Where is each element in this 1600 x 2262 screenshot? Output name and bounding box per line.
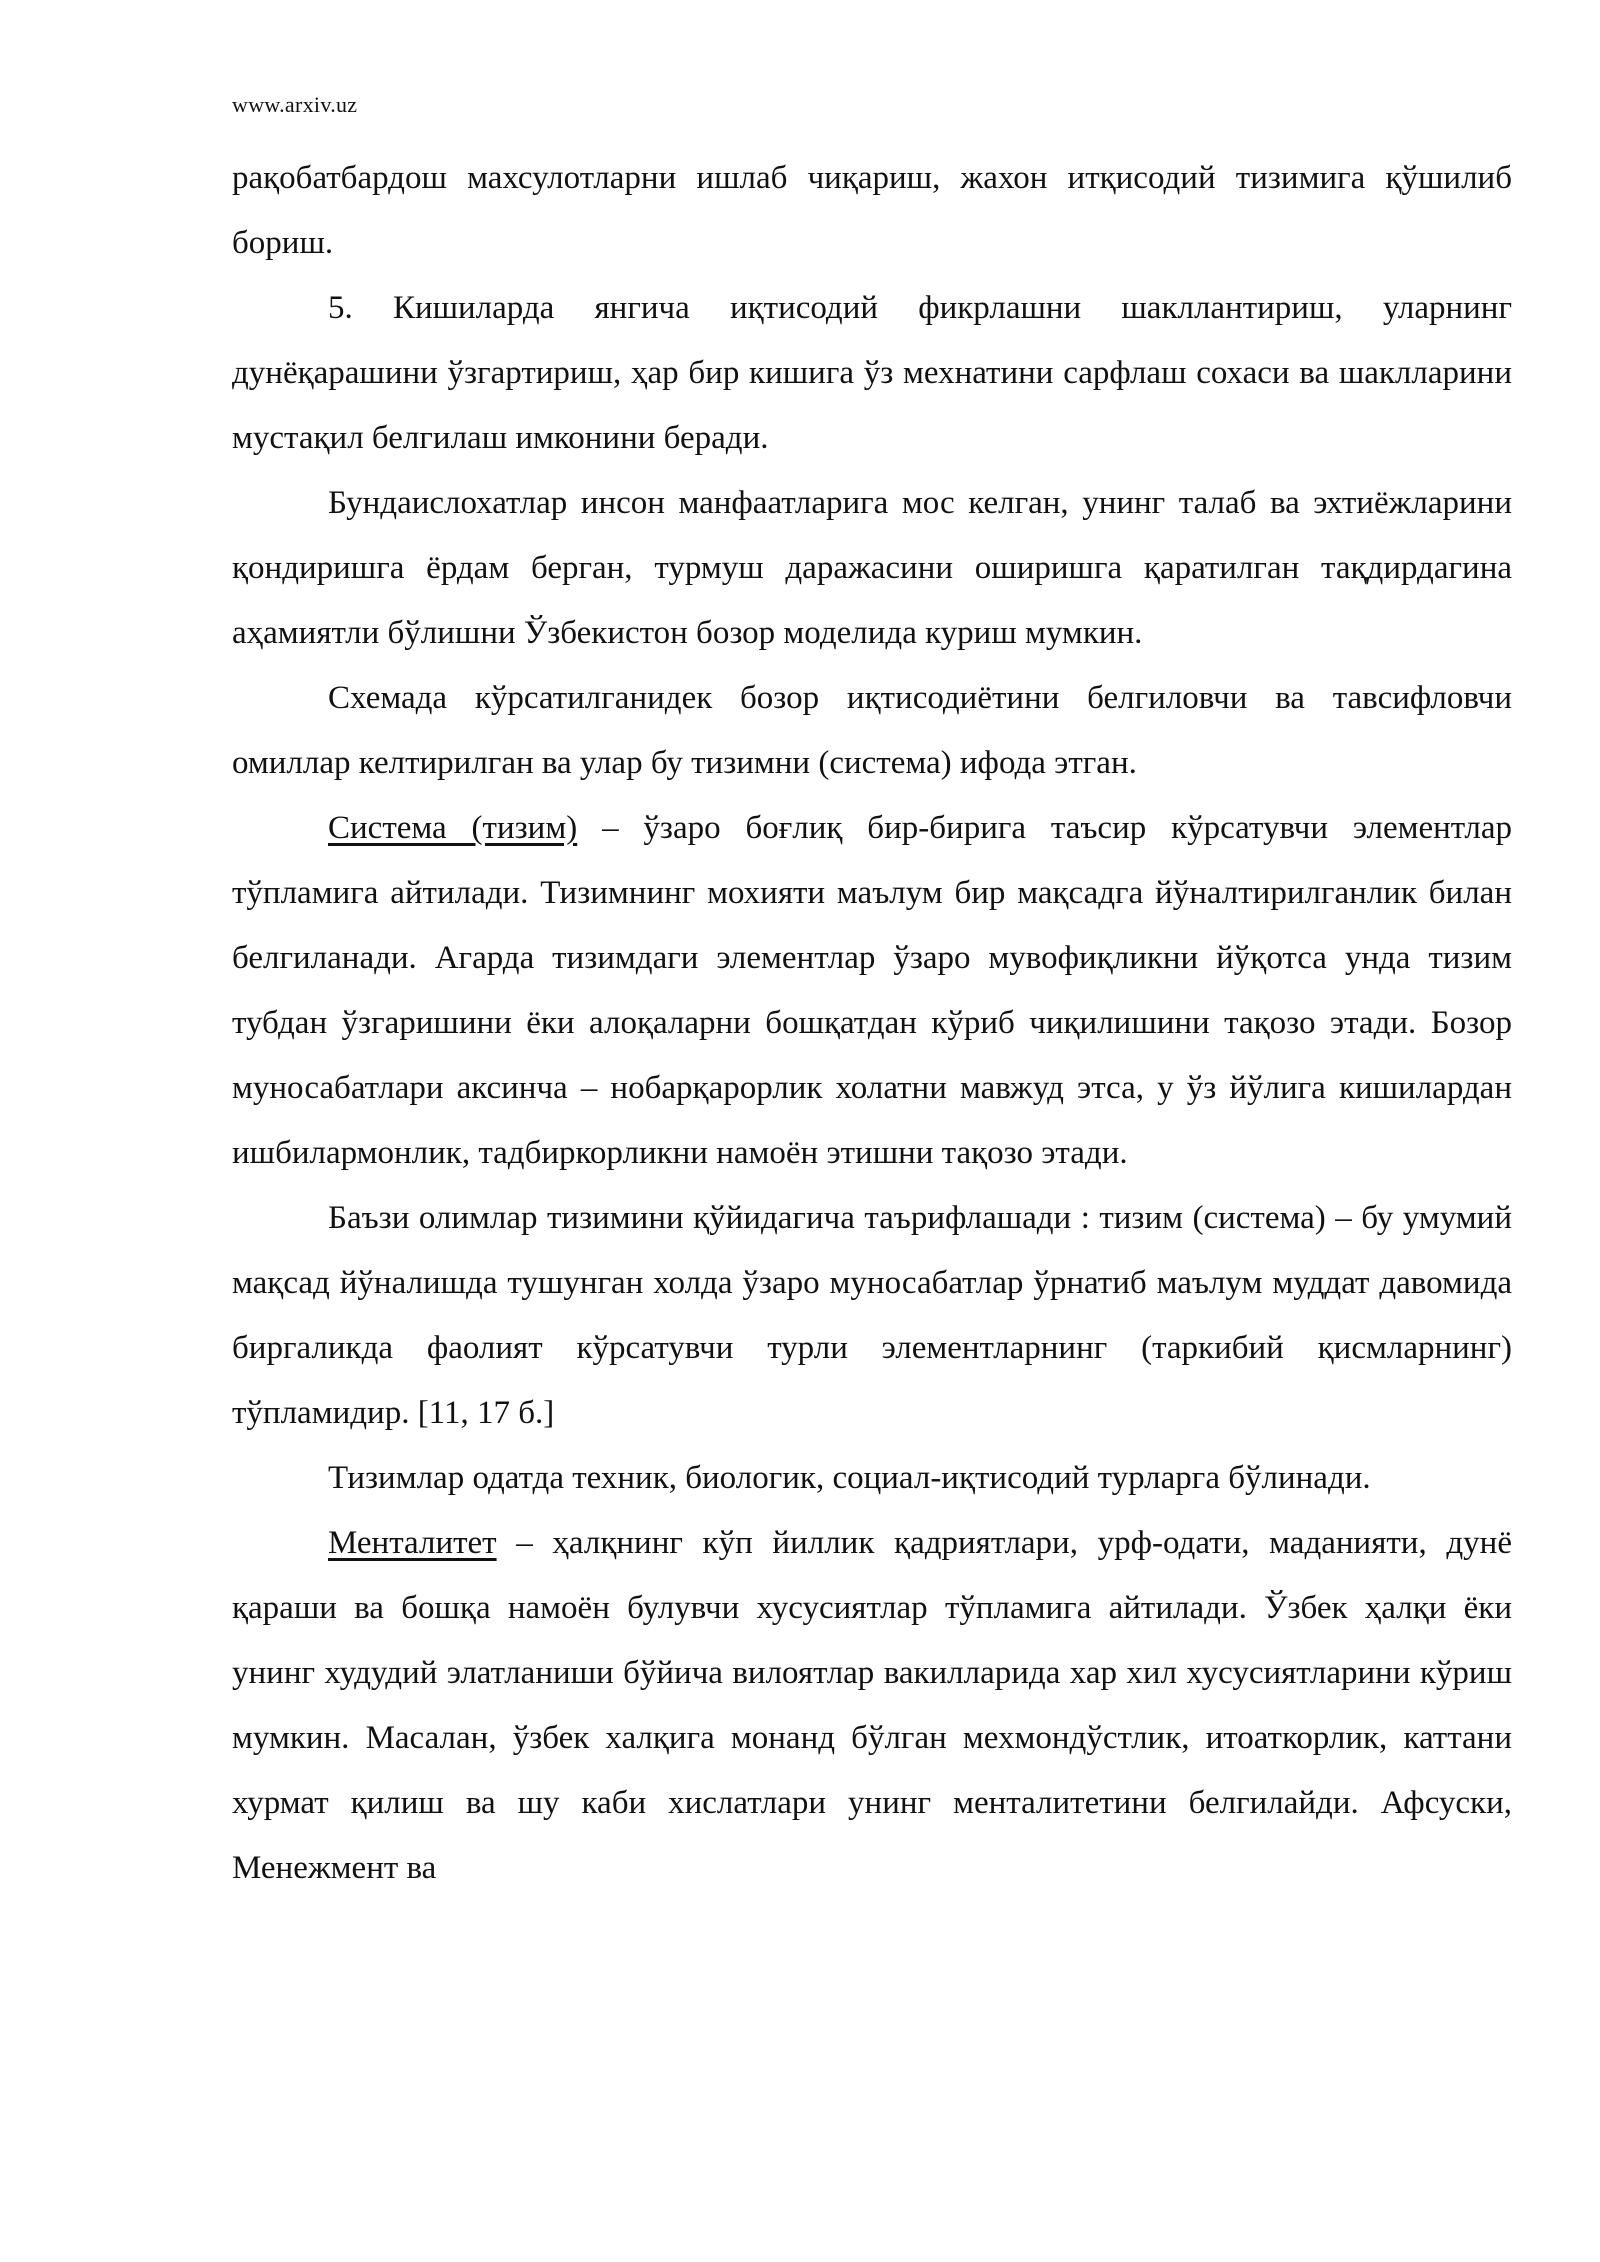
system-definition-text: – ўзаро боғлиқ бир-бирига таъсир кўрсатувчи элементлар тўпламига айтилади. Тизимнинг мохияти маълум бир мақсадга йўналтирилганлик билан белгиланади. Агарда тизимдаги элементлар ўзаро мувофиқликни йўқотса унда тизим тубдан ўзгаришини ёки алоқаларни бошқатдан кўриб чиқилишини тақозо этади. Бозор муносабатлари аксинча – нобарқарорлик холатни мавжуд этса, у ўз йўлига кишилардан ишбилармонлик, тадбиркорликни намоён этишни тақозо этади. — [232, 810, 1512, 1171]
term-system: Система (тизим) — [328, 810, 578, 846]
paragraph-system-definition — [232, 796, 1512, 1186]
site-header-url[interactable]: www.arxiv.uz — [232, 92, 358, 117]
paragraph-continuation: рақобатбардош махсулотларни ишлаб чиқариш, жахон итқисодий тизимига қўшилиб бориш. — [232, 160, 1512, 261]
paragraph-numbered-item-5: 5. Кишиларда янгича иқтисодий фикрлашни шакллантириш, уларнинг дунёқарашини ўзгартириш, ҳар бир кишига ўз мехнатини сарфлаш сохаси ва шаклларини мустақил белгилаш имконини беради. — [232, 290, 1512, 456]
paragraph-mentality-definition — [232, 1511, 1512, 1901]
paragraph-scheme: Схемада кўрсатилганидек бозор иқтисодиётини белгиловчи ва тавсифловчи омиллар келтирилган ва улар бу тизимни (система) ифода этган. — [232, 680, 1512, 781]
document-body — [232, 146, 1512, 1901]
paragraph-scholars-definition: Баъзи олимлар тизимини қўйидагича таърифлашади : тизим (система) – бу умумий мақсад йўналишда тушунган холда ўзаро муносабатлар ўрнатиб маълум муддат давомида биргаликда фаолият кўрсатувчи турли элементларнинг (таркибий қисмларнинг) тўпламидир. [11, 17 б.] — [232, 1200, 1512, 1431]
term-mentality: Менталитет — [328, 1525, 497, 1561]
mentality-definition-text: – ҳалқнинг кўп йиллик қадриятлари, урф-одати, маданияти, дунё қараши ва бошқа намоён булувчи хусусиятлар тўпламига айтилади. Ўзбек ҳалқи ёки унинг худудий элатланиши бўйича вилоятлар вакилларида хар хил хусусиятларини кўриш мумкин. Масалан, ўзбек халқига монанд бўлган мехмондўстлик, итоаткорлик, каттани хурмат қилиш ва шу каби хислатлари унинг менталитетини белгилайди. Афсуски, Менежмент ва — [232, 1525, 1512, 1886]
paragraph-system-types: Тизимлар одатда техник, биологик, социал-иқтисодий турларга бўлинади. — [328, 1460, 1371, 1496]
paragraph-reforms: Бундаислохатлар инсон манфаатларига мос келган, унинг талаб ва эхтиёжларини қондиришга ёрдам берган, турмуш даражасини оширишга қаратилган тақдирдагина аҳамиятли бўлишни Ўзбекистон бозор моделида куриш мумкин. — [232, 485, 1512, 651]
